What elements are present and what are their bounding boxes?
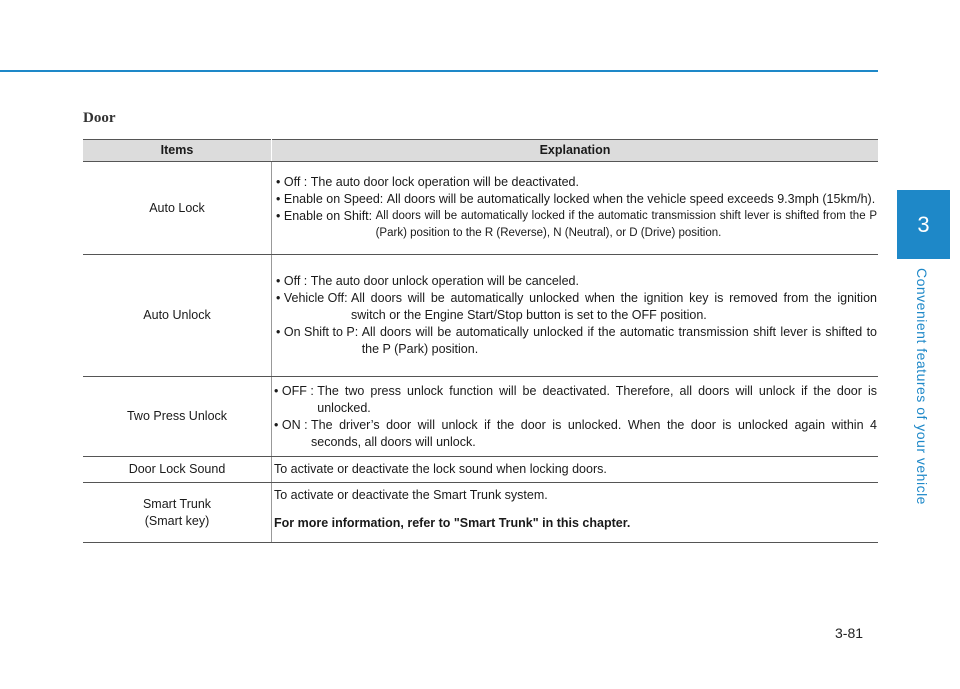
item-smart-trunk	[83, 483, 272, 543]
table-row-door-lock-sound	[83, 457, 878, 483]
explanation-door-lock-sound: To activate or deactivate the lock sound when locking doors.	[272, 457, 879, 483]
smart-trunk-text: To activate or deactivate the Smart Trunk system.	[274, 488, 548, 502]
explanation-auto-lock	[272, 162, 879, 255]
explanation-auto-unlock	[272, 255, 879, 377]
item-smart-trunk-line2: (Smart key)	[144, 513, 210, 528]
bullet-desc: The auto door unlock operation will be canceled.	[310, 274, 579, 288]
table-row-auto-unlock	[83, 255, 878, 377]
list-item: • Vehicle Off: All doors will be automatically unlocked when the ignition key is removed from the ignition switch or the Engine Start/Stop button is set to the OFF position.	[276, 291, 877, 322]
door-settings-table	[83, 139, 878, 543]
list-item: • On Shift to P: All doors will be automatically unlocked if the automatic transmission shift lever is shifted to the P (Park) position.	[276, 325, 877, 356]
list-item: • Off : The auto door unlock operation will be canceled.	[274, 273, 877, 290]
bullet-key: Enable on Shift:	[283, 209, 376, 223]
item-two-press-unlock: Two Press Unlock	[83, 377, 272, 457]
list-item: • Off : The auto door lock operation will be deactivated.	[274, 174, 877, 191]
item-auto-unlock: Auto Unlock	[83, 255, 272, 377]
bullet-key: • ON :	[274, 417, 312, 432]
bullet-desc: All doors will be automatically locked if the automatic transmission shift lever is shifted from the P (Park) position to the R (Reverse), N (Neutral), or D (Drive) position.	[375, 210, 877, 239]
bullet-key: On Shift to P:	[283, 325, 362, 339]
table-row-two-press-unlock	[83, 377, 878, 457]
header-items: Items	[83, 140, 272, 162]
table-row-smart-trunk	[83, 483, 878, 543]
list-item: • Enable on Speed: All doors will be automatically locked when the vehicle speed exceeds 9.3mph (15km/h).	[276, 192, 876, 206]
bullet-key: Vehicle Off:	[283, 291, 352, 305]
list-item	[274, 383, 877, 417]
bullet-desc: The driver’s door will unlock if the door is unlocked. When the door is unlocked again within 4 seconds, all doors will unlock.	[311, 417, 877, 449]
smart-trunk-note: For more information, refer to "Smart Trunk" in this chapter.	[274, 516, 631, 530]
section-heading: Door	[83, 110, 116, 126]
bullet-key: Off :	[283, 175, 311, 189]
explanation-two-press-unlock	[272, 377, 879, 457]
item-auto-lock: Auto Lock	[83, 162, 272, 255]
bullet-desc: All doors will be automatically unlocked when the ignition key is removed from the ignition switch or the Engine Start/Stop button is set to the OFF position.	[351, 291, 877, 322]
chapter-tab	[897, 190, 950, 259]
table-header-row	[83, 140, 878, 162]
header-explanation: Explanation	[272, 140, 879, 162]
item-smart-trunk-line1: Smart Trunk	[142, 496, 212, 511]
bullet-key: Enable on Speed:	[283, 192, 387, 206]
top-rule	[0, 70, 878, 72]
table-row-auto-lock	[83, 162, 878, 255]
item-door-lock-sound: Door Lock Sound	[83, 457, 272, 483]
bullet-desc: The two press unlock function will be deactivated. Therefore, all doors will unlock if the door is unlocked.	[317, 383, 877, 415]
bullet-desc: All doors will be automatically locked when the vehicle speed exceeds 9.3mph (15km/h).	[386, 192, 876, 206]
bullet-key: • OFF :	[274, 383, 318, 398]
bullet-key: Off :	[283, 274, 311, 288]
bullet-desc: The auto door lock operation will be deactivated.	[310, 175, 579, 189]
bullet-desc: All doors will be automatically unlocked if the automatic transmission shift lever is shifted to the P (Park) position.	[361, 325, 877, 356]
page-number: 3-81	[835, 625, 864, 641]
chapter-title: Convenient features of your vehicle	[914, 268, 930, 505]
chapter-number: 3	[917, 212, 930, 237]
list-item: • Enable on Shift: All doors will be automatically locked if the automatic transmission shift lever is shifted from the P (Park) position to the R (Reverse), N (Neutral), or D (Drive) position.	[274, 208, 877, 242]
explanation-smart-trunk	[272, 483, 879, 543]
list-item	[274, 417, 877, 451]
